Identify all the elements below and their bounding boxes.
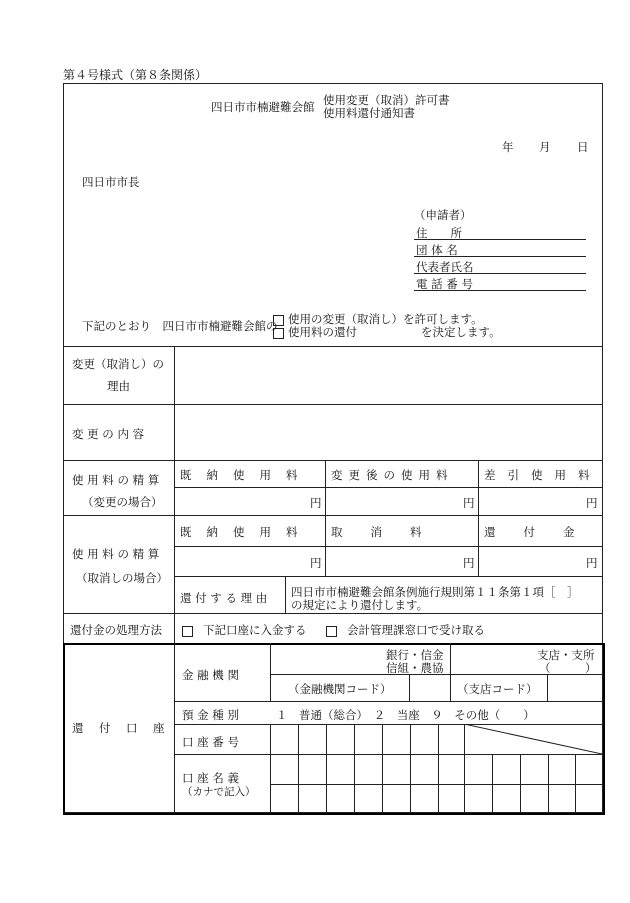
holder-label: 口 座 名 義 (182, 771, 239, 785)
method-option-2[interactable] (326, 622, 485, 638)
rule (174, 487, 602, 488)
col-divider (478, 515, 479, 576)
date-month: 月 (539, 140, 551, 154)
rule (64, 404, 602, 405)
fee-cancel-col-3: 還付金 (484, 525, 603, 539)
applicant-group-line (414, 256, 586, 257)
fee-cancel-label-2: （取消しの場合） (76, 571, 168, 585)
rule (174, 576, 602, 577)
method-option-1[interactable] (182, 622, 307, 638)
rule (64, 613, 602, 614)
applicant-phone-line (414, 290, 586, 291)
date-day: 日 (577, 140, 589, 154)
fee-cancel-col-2: 取消料 (331, 525, 450, 539)
yen: 円 (586, 556, 598, 570)
checkbox[interactable] (326, 626, 337, 637)
title-line-2: 使用料還付通知書 (323, 106, 415, 120)
fee-change-col-2: 変更後の使用料 (331, 468, 454, 482)
fee-cancel-label-1: 使 用 料 の 精 算 (72, 547, 160, 561)
org-name: 四日市市楠避難会館 (211, 100, 315, 114)
account-frame (63, 643, 605, 815)
applicant-address-label: 住 所 (416, 226, 462, 240)
form-frame (63, 83, 603, 813)
account-section-label: 還 付 口 座 (72, 721, 167, 735)
notice-option-2-label: 使用料の還付 (288, 325, 357, 339)
content-label: 変 更 の 内 容 (72, 427, 145, 441)
notice-option-2-suffix: を決定します。 (421, 325, 501, 339)
rule (174, 546, 602, 547)
applicant-rep-line (414, 273, 586, 274)
yen: 円 (310, 496, 322, 510)
method-label: 還付金の処理方法 (70, 623, 162, 637)
applicant-group-label: 団 体 名 (416, 243, 458, 257)
checkbox[interactable] (182, 626, 193, 637)
reason-label-1: 変更（取消し）の (72, 357, 164, 371)
fee-change-label-1: 使 用 料 の 精 算 (72, 473, 160, 487)
fee-change-col-1: 既納使用料 (180, 468, 313, 482)
applicant-label: （申請者） (414, 208, 472, 222)
rule (64, 515, 602, 516)
refund-reason-label: 還 付 す る 理 由 (180, 591, 268, 605)
checkbox[interactable] (273, 328, 284, 339)
applicant-rep-label: 代表者氏名 (416, 260, 474, 274)
col-divider (285, 576, 286, 613)
notice-prefix: 下記のとおり 四日市市楠避難会館の (82, 319, 278, 333)
yen: 円 (310, 556, 322, 570)
yen: 円 (586, 496, 598, 510)
addressee: 四日市市長 (82, 175, 140, 189)
bank-types-1: 銀行・信金 (386, 648, 444, 662)
yen: 円 (463, 496, 475, 510)
reason-label-2: 理由 (107, 379, 130, 393)
branch-types-2: （ ） (539, 661, 597, 675)
applicant-address-line (414, 239, 586, 240)
method-option-2-label: 会計管理課窓口で受け取る (347, 623, 485, 637)
bank-types-2: 信組・農協 (386, 661, 444, 675)
notice-option-2[interactable] (273, 324, 357, 340)
date-year: 年 (502, 140, 514, 154)
method-option-1-label: 下記口座に入金する (203, 623, 307, 637)
col-divider (325, 515, 326, 576)
col-divider (478, 460, 479, 515)
refund-reason-text-2: の規定により還付します。 (291, 598, 429, 612)
fee-change-col-3: 差引使用料 (484, 468, 602, 482)
form-number: 第４号様式（第８条関係） (63, 68, 208, 82)
account-no-label: 口 座 番 号 (182, 735, 239, 749)
notice-option-1-label: 使用の変更（取消し）を許可します。 (288, 312, 483, 326)
deposit-options: １ 普通（総合） ２ 当座 ９ その他（ ） (276, 708, 535, 722)
fee-cancel-col-1: 既納使用料 (180, 525, 313, 539)
bank-label: 金 融 機 関 (182, 668, 239, 682)
applicant-phone-label: 電 話 番 号 (416, 277, 473, 291)
deposit-label: 預 金 種 別 (182, 708, 239, 722)
yen: 円 (463, 556, 475, 570)
rule (64, 460, 602, 461)
branch-code: （支店コード） (457, 682, 538, 696)
title-line-1: 使用変更（取消）許可書 (323, 93, 450, 107)
bank-code: （金融機関コード） (288, 682, 392, 696)
rule (64, 346, 602, 347)
holder-sub: （カナで記入） (182, 786, 256, 798)
refund-reason-text-1: 四日市市楠避難会館条例施行規則第１１条第１項［ ］ (291, 585, 579, 599)
col-divider (174, 346, 175, 643)
fee-change-label-2: （変更の場合） (82, 495, 163, 509)
col-divider (325, 460, 326, 515)
branch-types-1: 支店・支所 (537, 648, 595, 662)
